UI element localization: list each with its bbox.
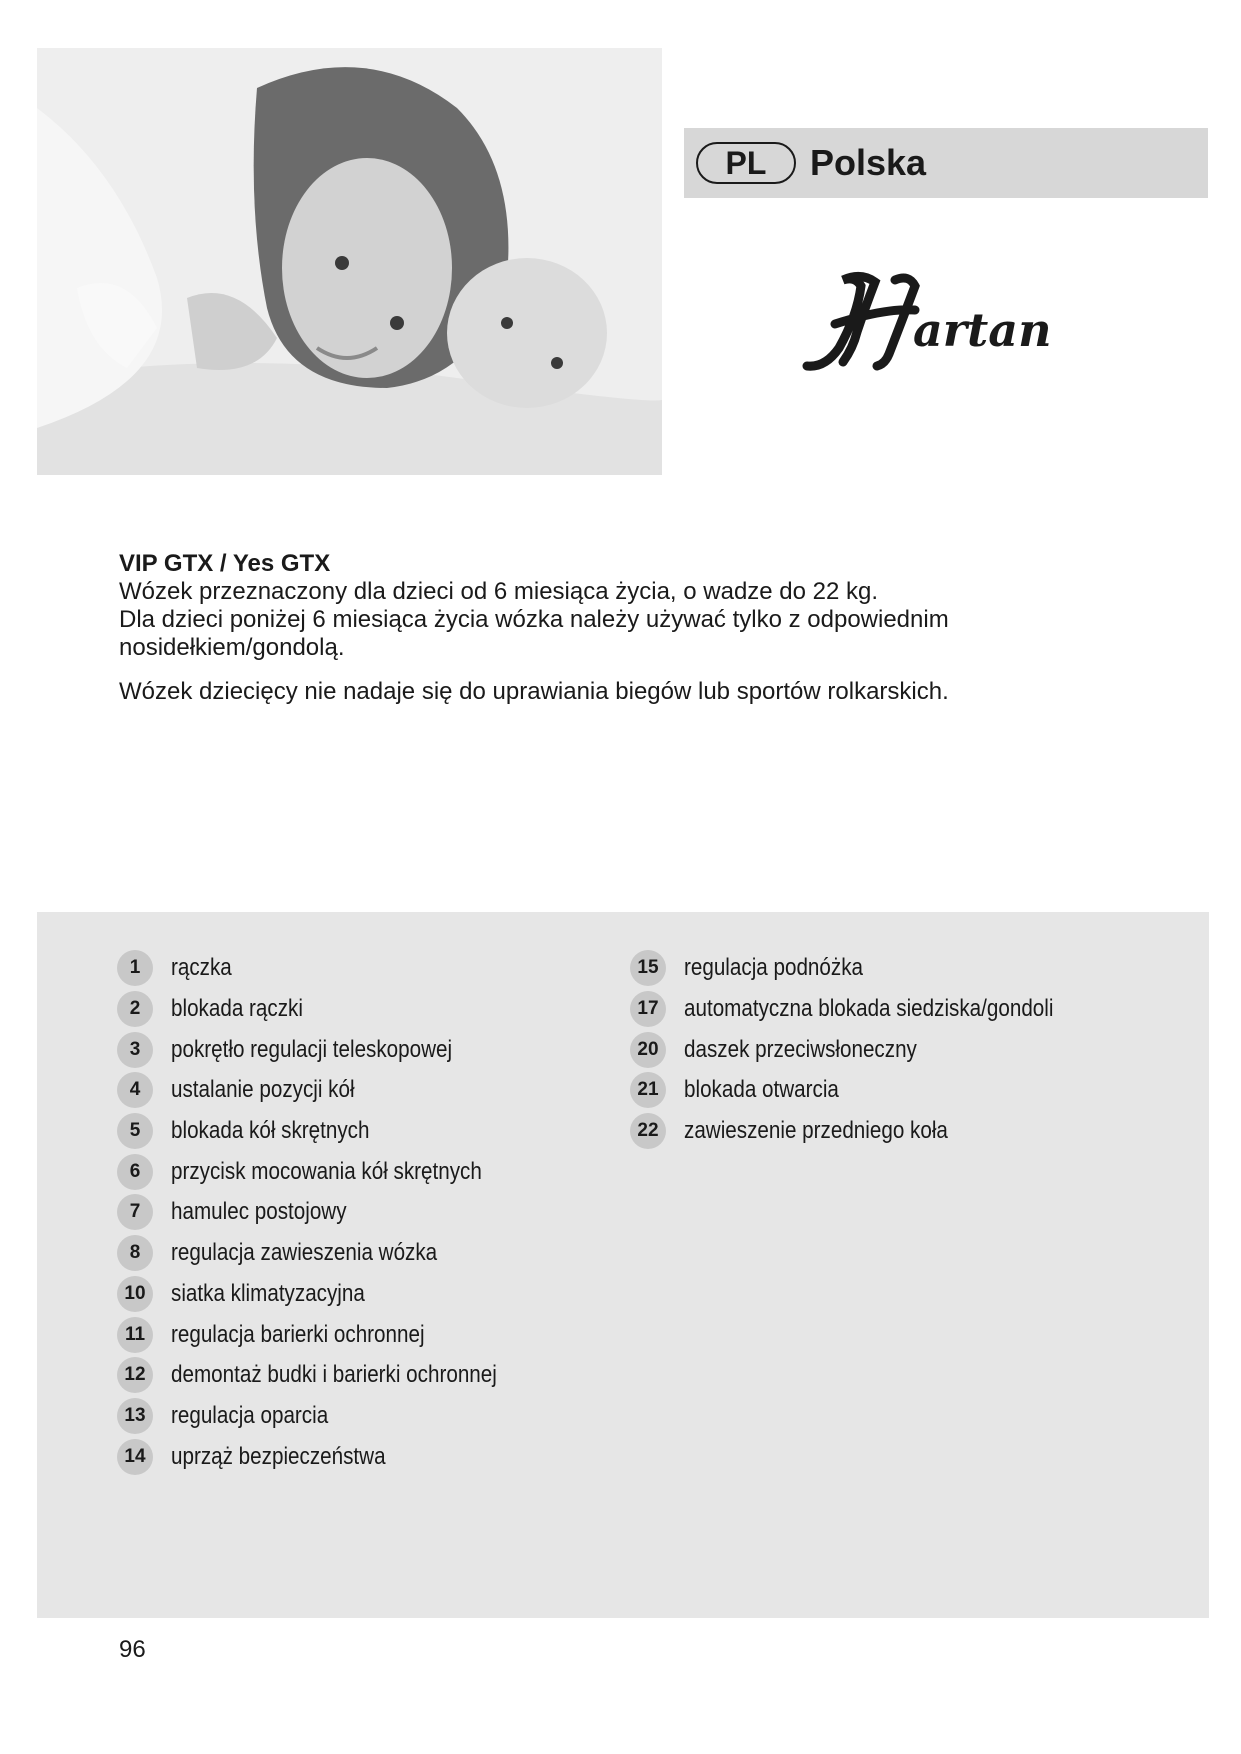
model-title: VIP GTX / Yes GTX	[119, 550, 331, 577]
part-number: 4	[117, 1072, 153, 1108]
part-number: 5	[117, 1113, 153, 1149]
language-code-badge: PL	[696, 142, 796, 184]
part-number: 22	[630, 1113, 666, 1149]
list-item	[630, 989, 1114, 1030]
part-label: blokada rączki	[171, 995, 303, 1023]
part-label: hamulec postojowy	[171, 1198, 347, 1226]
list-item	[117, 989, 550, 1030]
part-label: regulacja zawieszenia wózka	[171, 1239, 438, 1267]
list-item	[117, 1029, 550, 1070]
part-label: blokada kół skrętnych	[171, 1117, 370, 1145]
part-label: daszek przeciwsłoneczny	[684, 1035, 917, 1063]
hartan-logo	[795, 268, 1060, 378]
part-number: 6	[117, 1154, 153, 1190]
intro-line: Dla dzieci poniżej 6 miesiąca życia wózka należy używać tylko z odpowiednim	[119, 606, 949, 633]
list-item	[117, 1314, 550, 1355]
part-number: 17	[630, 991, 666, 1027]
part-number: 11	[117, 1317, 153, 1353]
list-item	[117, 1355, 550, 1396]
part-label: zawieszenie przedniego koła	[684, 1117, 948, 1145]
list-item	[117, 1151, 550, 1192]
part-label: rączka	[171, 954, 232, 982]
part-number: 10	[117, 1276, 153, 1312]
list-item	[117, 1436, 550, 1477]
part-number: 1	[117, 950, 153, 986]
part-number: 7	[117, 1194, 153, 1230]
part-number: 15	[630, 950, 666, 986]
part-label: pokrętło regulacji teleskopowej	[171, 1035, 453, 1063]
list-item	[117, 1111, 550, 1152]
usage-note: Wózek dziecięcy nie nadaje się do uprawiania biegów lub sportów rolkarskich.	[119, 678, 949, 705]
language-banner	[684, 128, 1208, 198]
parts-legend-panel	[37, 912, 1209, 1618]
list-item	[630, 1070, 1114, 1111]
part-number: 21	[630, 1072, 666, 1108]
part-number: 3	[117, 1032, 153, 1068]
part-label: regulacja podnóżka	[684, 954, 864, 982]
list-item	[117, 1396, 550, 1437]
intro-line: nosidełkiem/gondolą.	[119, 634, 345, 661]
list-item	[117, 1233, 550, 1274]
intro-line: Wózek przeznaczony dla dzieci od 6 miesiąca życia, o wadze do 22 kg.	[119, 578, 879, 605]
list-item	[117, 948, 550, 989]
part-label: siatka klimatyzacyjna	[171, 1279, 365, 1307]
mother-baby-photo	[37, 48, 662, 475]
parts-list-right	[630, 948, 1114, 1151]
list-item	[117, 1192, 550, 1233]
list-item	[117, 1274, 550, 1315]
part-number: 13	[117, 1398, 153, 1434]
part-label: demontaż budki i barierki ochronnej	[171, 1361, 497, 1389]
svg-text:artan: artan	[913, 303, 1052, 357]
language-name: Polska	[810, 142, 927, 183]
part-label: przycisk mocowania kół skrętnych	[171, 1157, 482, 1185]
list-item	[117, 1070, 550, 1111]
part-number: 8	[117, 1235, 153, 1271]
part-label: uprząż bezpieczeństwa	[171, 1442, 386, 1470]
part-label: ustalanie pozycji kół	[171, 1076, 355, 1104]
page-number: 96	[119, 1636, 146, 1663]
intro-section	[119, 550, 1119, 706]
part-number: 20	[630, 1032, 666, 1068]
part-number: 12	[117, 1357, 153, 1393]
part-label: regulacja oparcia	[171, 1401, 329, 1429]
part-label: automatyczna blokada siedziska/gondoli	[684, 995, 1054, 1023]
list-item	[630, 1111, 1114, 1152]
part-label: blokada otwarcia	[684, 1076, 839, 1104]
part-label: regulacja barierki ochronnej	[171, 1320, 425, 1348]
list-item	[630, 948, 1114, 989]
part-number: 14	[117, 1439, 153, 1475]
list-item	[630, 1029, 1114, 1070]
part-number: 2	[117, 991, 153, 1027]
parts-list-left	[117, 948, 550, 1477]
